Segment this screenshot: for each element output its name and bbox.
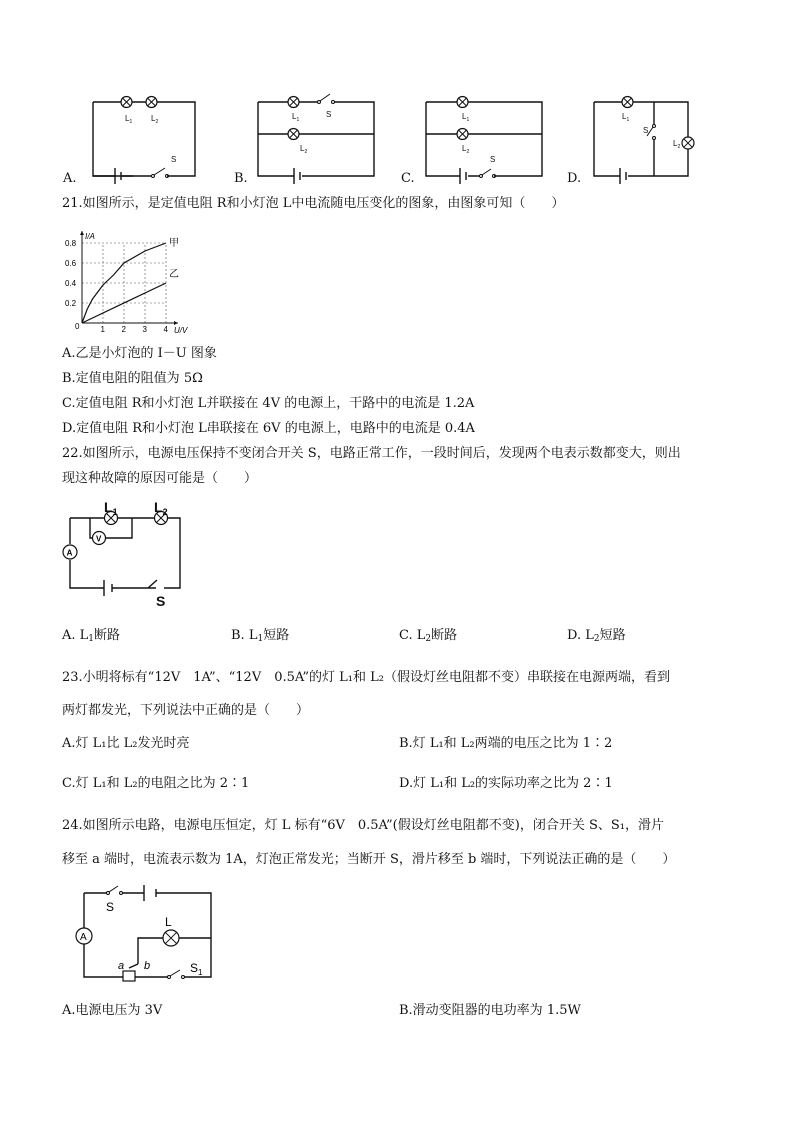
q24-circuit xyxy=(72,880,212,990)
q21-option-a: A.乙是小灯泡的 I－U 图象 xyxy=(62,346,217,361)
lamp-l1 xyxy=(622,97,633,108)
ammeter-icon xyxy=(76,928,92,944)
svg-text:S: S xyxy=(106,900,115,914)
svg-text:S: S xyxy=(490,155,496,164)
switch-s xyxy=(148,580,157,588)
lamp-l xyxy=(163,930,179,946)
y-tick-label: 0.8 xyxy=(65,239,77,248)
svg-text:L2: $L_2$ xyxy=(151,114,159,125)
svg-text:A: A xyxy=(80,932,87,943)
svg-text:L2: $L_2$ xyxy=(673,139,681,150)
lamp-l2 xyxy=(682,137,694,149)
ammeter-icon xyxy=(63,545,77,559)
rheostat xyxy=(123,971,135,981)
lamp-l1 xyxy=(288,97,299,108)
x-tick-label: 3 xyxy=(142,325,147,334)
q21-option-c: C.定值电阻 R和小灯泡 L并联接在 4V 的电源上，干路中的电流是 1.2A xyxy=(62,396,475,411)
q23-option-c: C.灯 L₁和 L₂的电阻之比为 2∶1 xyxy=(62,776,250,791)
q22-option-b: B. $L_1$短路 xyxy=(231,628,290,644)
x-tick-label: 1 xyxy=(100,325,105,334)
svg-text:S1: $S_1$ xyxy=(190,961,203,977)
q24-option-a: A.电源电压为 3V xyxy=(62,1003,163,1018)
y-tick-label: 0.2 xyxy=(65,299,77,308)
q24-stem-line2: 移至 a 端时，电流表示数为 1A，灯泡正常发光；当断开 S，滑片移至 b 端时，下列说法正确的是（ ） xyxy=(62,852,676,867)
switch-s xyxy=(107,886,123,895)
switch-s xyxy=(318,94,335,104)
battery-symbol xyxy=(460,168,466,184)
option-b-label: B. xyxy=(234,171,248,186)
switch-s xyxy=(152,168,169,178)
lamp-l2 xyxy=(146,97,157,108)
x-tick-label: 4 xyxy=(163,325,168,334)
lamp-l1 xyxy=(121,97,132,108)
battery-symbol xyxy=(144,885,156,901)
svg-text:b: b xyxy=(144,960,151,972)
y-axis-label: I/A xyxy=(85,232,95,241)
lamp-l2 xyxy=(457,129,468,140)
q23-option-d: D.灯 L₁和 L₂的实际功率之比为 2∶1 xyxy=(399,776,613,791)
option-d-label: D. xyxy=(567,171,582,186)
q21-option-d: D.定值电阻 R和小灯泡 L串联接在 6V 的电源上，电路中的电流是 0.4A xyxy=(62,421,475,436)
circuit-figure-c xyxy=(424,88,544,188)
svg-text:L1: $L_1$ xyxy=(292,112,300,123)
svg-text:V: V xyxy=(96,534,102,544)
q23-stem-line1: 23.小明将标有“12V 1A”、“12V 0.5A”的灯 L₁和 L₂（假设灯丝电阻都不变）串联接在电源两端，看到 xyxy=(62,670,670,685)
svg-text:L1: $L_1$ xyxy=(104,499,118,517)
q22-stem-line1: 22.如图所示，电源电压保持不变闭合开关 S，电路正常工作，一段时间后，发现两个电表示数都变大，则出 xyxy=(62,446,681,461)
x-axis-arrow xyxy=(174,321,178,325)
svg-text:L1: $L_1$ xyxy=(622,112,630,123)
svg-text:L: L xyxy=(165,915,172,929)
svg-text:L2: $L_2$ xyxy=(154,499,168,517)
switch-s1 xyxy=(168,970,185,979)
q22-option-a: A. $L_1$断路 xyxy=(62,628,121,644)
iu-chart xyxy=(62,222,202,334)
q23-option-b: B.灯 L₁和 L₂两端的电压之比为 1∶2 xyxy=(399,736,613,751)
series-label-2: 乙 xyxy=(169,269,179,280)
battery-symbol xyxy=(620,168,626,184)
q21-option-b: B.定值电阻的阻值为 5Ω xyxy=(62,371,203,386)
circuit-figure-b xyxy=(256,88,376,188)
svg-text:S: S xyxy=(171,155,177,164)
y-axis-arrow xyxy=(80,231,84,235)
svg-text:S: S xyxy=(643,126,649,135)
option-c-label: C. xyxy=(401,171,415,186)
circuit-figure-d xyxy=(592,88,712,188)
q24-option-b: B.滑动变阻器的电功率为 1.5W xyxy=(399,1003,581,1018)
x-axis-label: U/V xyxy=(174,326,188,335)
lamp-l2 xyxy=(288,129,299,140)
q22-option-c: C. $L_2$断路 xyxy=(399,628,458,644)
q22-circuit xyxy=(60,496,190,609)
svg-text:L2: $L_2$ xyxy=(462,144,470,155)
q22-stem-line2: 现这种故障的原因可能是（ ） xyxy=(62,471,258,486)
circuit-figure-a xyxy=(85,88,205,188)
q23-option-a: A.灯 L₁比 L₂发光时亮 xyxy=(62,736,190,751)
voltmeter-icon xyxy=(93,532,106,545)
lamp-l1 xyxy=(457,97,468,108)
svg-text:A: A xyxy=(66,548,73,558)
svg-text:S: S xyxy=(326,110,332,119)
battery-symbol xyxy=(294,168,300,184)
svg-text:L1: $L_1$ xyxy=(125,114,133,125)
x-tick-label: 2 xyxy=(121,325,126,334)
q22-option-d: D. $L_2$短路 xyxy=(567,628,626,644)
battery-symbol xyxy=(104,580,112,596)
svg-text:S: S xyxy=(156,593,166,609)
switch-s xyxy=(480,169,496,178)
q24-stem-line1: 24.如图所示电路，电源电压恒定，灯 L 标有“6V 0.5A”(假设灯丝电阻都不变)，闭合开关 S、S₁，滑片 xyxy=(62,818,664,833)
q23-stem-line2: 两灯都发光，下列说法中正确的是（ ） xyxy=(62,703,310,718)
origin-label: 0 xyxy=(75,322,80,331)
svg-text:L2: $L_2$ xyxy=(300,144,308,155)
y-tick-label: 0.6 xyxy=(65,259,77,268)
series-label-1: 甲 xyxy=(169,238,179,249)
battery-symbol xyxy=(93,168,151,184)
y-tick-label: 0.4 xyxy=(65,279,77,288)
option-a-label: A. xyxy=(63,171,77,186)
svg-text:L1: $L_1$ xyxy=(462,112,470,123)
q21-stem: 21.如图所示，是定值电阻 R和小灯泡 L中电流随电压变化的图象，由图象可知（ ） xyxy=(62,196,565,211)
svg-text:a: a xyxy=(118,960,125,972)
